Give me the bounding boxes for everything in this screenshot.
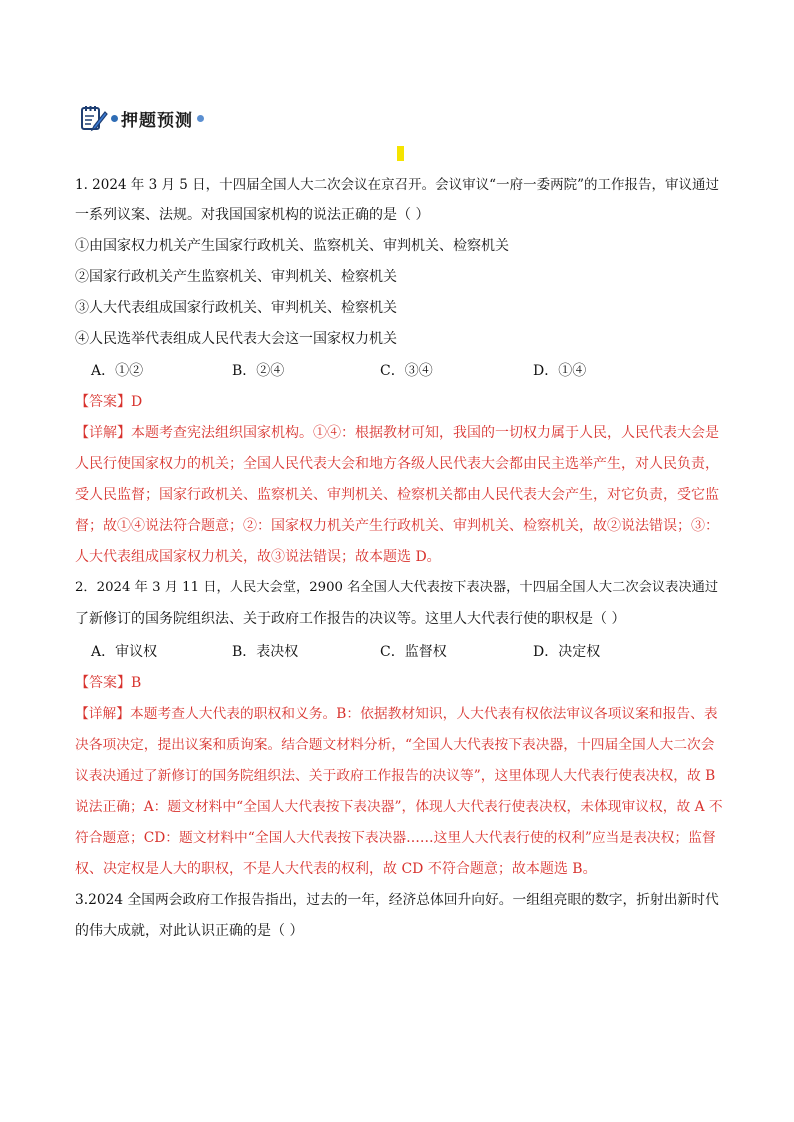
- question-1-explanation-line-1: 【详解】本题考查宪法组织国家机构。①④：根据教材可知，我国的一切权力属于人民，人民代表大会是: [75, 425, 719, 441]
- question-1-answer: 【答案】D: [75, 394, 143, 410]
- question-2-explanation-line-5: 符合题意；CD：题文材料中“全国人大代表按下表决器……这里人大代表行使的权利”应当是表决权；监督: [75, 830, 716, 846]
- question-2-stem-line-2: 了新修订的国务院组织法、关于政府工作报告的决议等。这里人大代表行使的职权是（ ）: [75, 611, 626, 627]
- notepad-pen-icon: [80, 104, 108, 132]
- question-1-explanation-line-2: 人民行使国家权力的机关；全国人民代表大会和地方各级人民代表大会都由民主选举产生，对人民负责，: [75, 456, 719, 472]
- option-b: B．表决权: [232, 644, 299, 660]
- question-1-statement-1: ①由国家权力机关产生国家行政机关、监察机关、审判机关、检察机关: [75, 238, 509, 254]
- question-2-explanation-line-4: 说法正确；A：题文材料中“全国人大代表按下表决器”，体现人大代表行使表决权，未体现审议权，故 A 不: [75, 799, 723, 815]
- question-2-stem-line-1: 2．2024 年 3 月 11 日，人民大会堂，2900 名全国人大代表按下表决器，十四届全国人大二次会议表决通过: [75, 580, 719, 595]
- question-1-explanation-line-4: 督；故①④说法符合题意；②：国家权力机关产生行政机关、审判机关、检察机关，故②说法错误；③：: [75, 518, 719, 534]
- option-a: A．审议权: [91, 644, 158, 660]
- question-1-explanation-line-3: 受人民监督；国家行政机关、监察机关、审判机关、检察机关都由人民代表大会产生，对它负责，受它监: [75, 487, 719, 503]
- option-c: C．③④: [380, 363, 433, 379]
- question-1-statement-4: ④人民选举代表组成人民代表大会这一国家权力机关: [75, 331, 397, 347]
- option-d: D．决定权: [533, 644, 601, 660]
- question-3-stem-line-1: 3.2024 全国两会政府工作报告指出，过去的一年，经济总体回升向好。一组组亮眼的数字，折射出新时代: [75, 892, 719, 908]
- highlight-mark: [397, 146, 404, 161]
- header-title: 押题预测: [121, 110, 193, 131]
- option-a: A．①②: [91, 363, 144, 379]
- question-2-answer: 【答案】B: [75, 675, 142, 691]
- question-1-stem-line-1: 1. 2024 年 3 月 5 日，十四届全国人大二次会议在京召开。会议审议“一府一委两院”的工作报告，审议通过: [75, 177, 719, 193]
- question-1-explanation-line-5: 人大代表组成国家权力机关，故③说法错误；故本题选 D。: [75, 549, 441, 565]
- option-d: D．①④: [533, 363, 587, 379]
- option-b: B．②④: [232, 363, 285, 379]
- question-1-statement-2: ②国家行政机关产生监察机关、审判机关、检察机关: [75, 269, 397, 285]
- question-2-explanation-line-3: 议表决通过了新修订的国务院组织法、关于政府工作报告的决议等”，这里体现人大代表行使表决权，故 B: [75, 768, 716, 784]
- question-2-explanation-line-6: 权、决定权是人大的职权，不是人大代表的权利，故 CD 不符合题意；故本题选 B。: [75, 861, 597, 877]
- question-1-stem-line-2: 一系列议案、法规。对我国国家机构的说法正确的是（ ）: [75, 207, 430, 223]
- option-c: C．监督权: [380, 644, 447, 660]
- question-1-statement-3: ③人大代表组成国家行政机关、审判机关、检察机关: [75, 300, 397, 316]
- question-1-options: [75, 361, 725, 381]
- section-header: [80, 103, 207, 133]
- question-2-explanation-line-1: 【详解】本题考查人大代表的职权和义务。B：依据教材知识，人大代表有权依法审议各项议案和报告、表: [75, 706, 718, 722]
- question-2-options: [75, 642, 725, 662]
- header-dot-right: [197, 115, 204, 122]
- question-3-stem-line-2: 的伟大成就，对此认识正确的是（ ）: [75, 923, 304, 939]
- question-2-explanation-line-2: 决各项决定，提出议案和质询案。结合题文材料分析，“全国人大代表按下表决器，十四届全国人大二次会: [75, 737, 715, 753]
- header-dot-left: [111, 115, 118, 122]
